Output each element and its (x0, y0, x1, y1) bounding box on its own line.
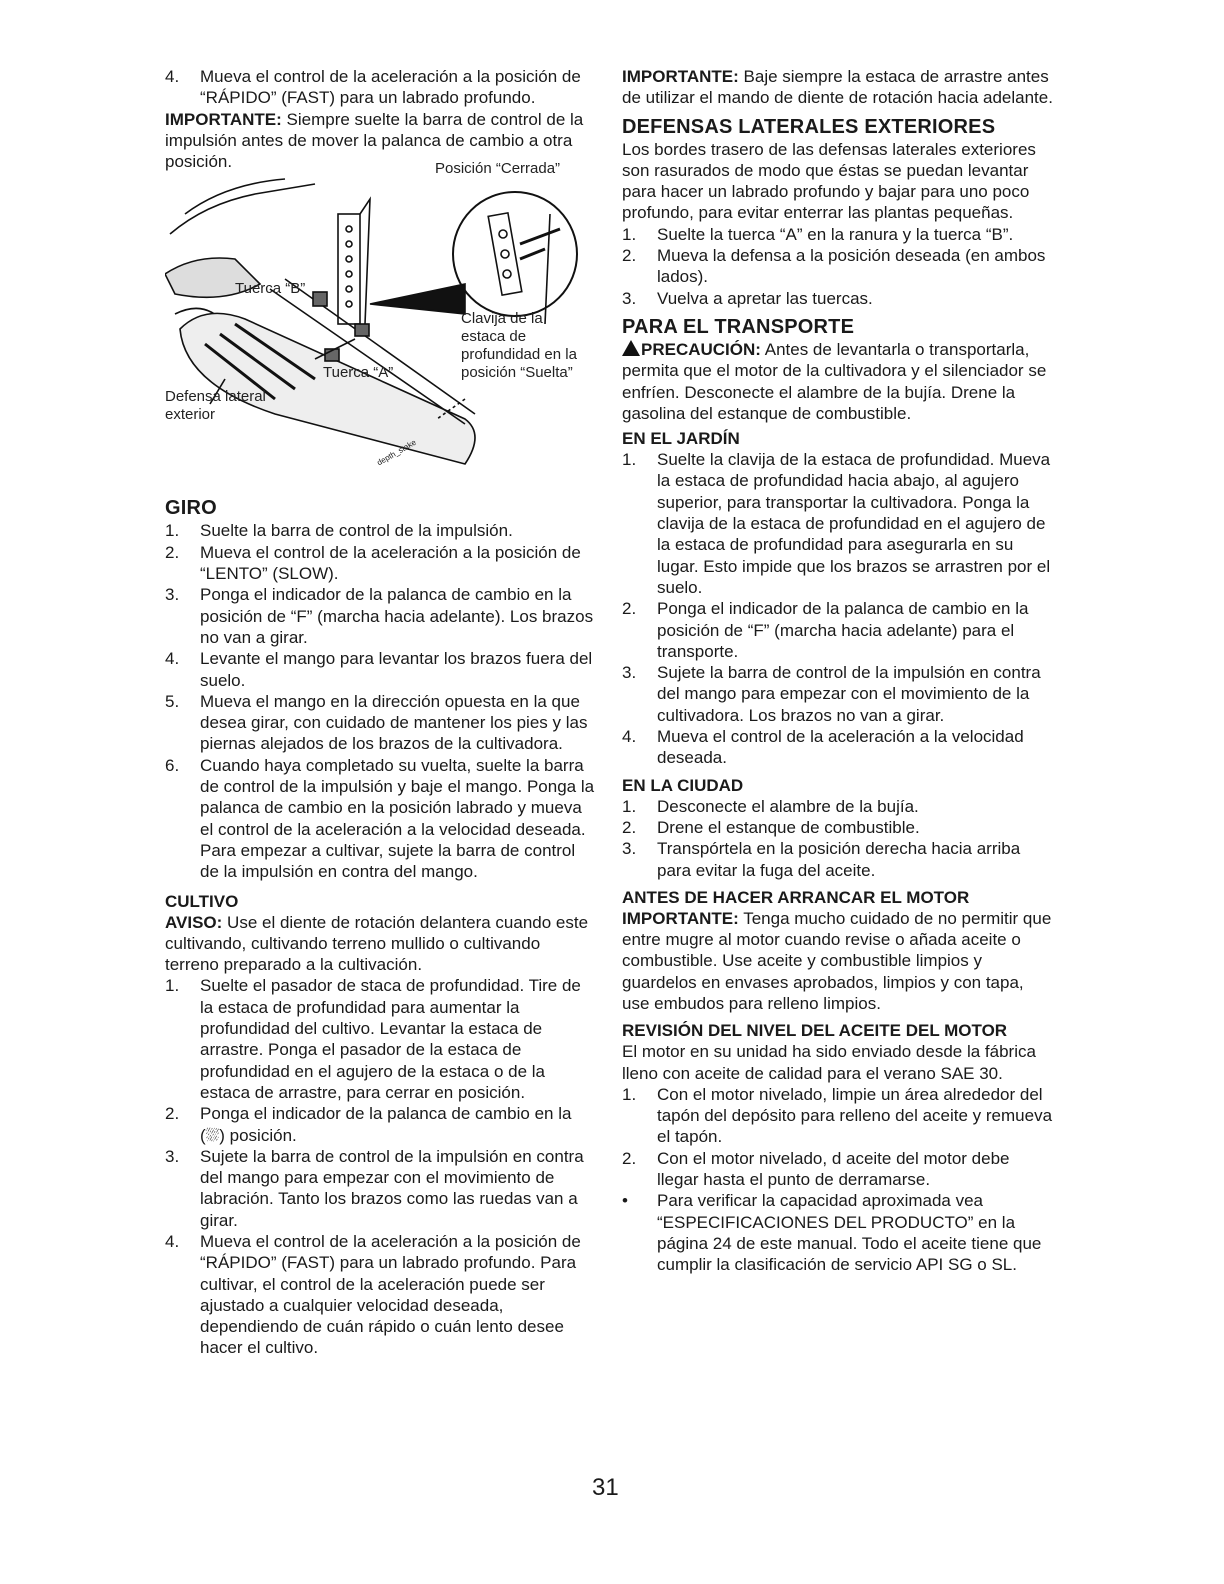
note-label: AVISO: (165, 912, 223, 932)
item-text: Suelte la tuerca “A” en la ranura y la tuerca “B”. (657, 224, 1014, 244)
list-item (622, 838, 1054, 881)
note-text: Tenga mucho cuidado de no permitir que entre mugre al motor cuando revise o añada aceite o combustible. Use aceite y combustible limpios y guardelos en envases aprobados, limpios y con tapa, use embudos para relleno limpios. (622, 908, 1052, 1013)
importante-note (622, 66, 1054, 109)
list-item (165, 542, 595, 585)
section-title-giro: GIRO (165, 497, 217, 520)
item-number: 3. (622, 288, 637, 308)
section-title-cultivo: CULTIVO (165, 891, 239, 911)
precaucion-note (622, 339, 1054, 424)
item-number: 4. (165, 1231, 180, 1251)
item-number: 2. (165, 1104, 180, 1124)
warning-icon (622, 340, 640, 356)
list-item (622, 288, 1054, 309)
note-text: Siempre suelte la barra de control de la impulsión antes de mover la palanca de cambio a otra posición. (165, 109, 584, 172)
item-text: Con el motor nivelado, d aceite del motor debe llegar hasta el punto de derramarse. (657, 1148, 1010, 1190)
item-text: Cuando haya completado su vuelta, suelte la barra de control de la impulsión y baje el mango. Ponga la palanca de cambio en la posición labrado y mueva el control de la aceleración a la velocidad deseada. Para empezar a cultivar, sujete la barra de control de la impulsión en contra del mango. (200, 755, 595, 882)
item-number: 2. (165, 542, 180, 562)
list-item (622, 1190, 1054, 1275)
item-number: 2. (622, 1148, 637, 1168)
defensas-list (622, 224, 1054, 309)
item-text: Sujete la barra de control de la impulsión en contra del mango para empezar con el movimiento de la cultivadora. Los brazos no van a girar. (657, 663, 1041, 725)
item-text: Suelte el pasador de staca de profundidad. Tire de la estaca de profundidad para aumentar la profundidad del cultivo. Levantar la estaca de arrastre. Ponga el pasador de la estaca de profundidad en el agujero de la estaca o de la estaca de arrastre, para cerrar en posición. (200, 976, 581, 1102)
list-item (622, 224, 1054, 245)
pin-label: Clavija de la estaca de profundidad en la posición “Suelta” (461, 310, 577, 382)
note-label: IMPORTANTE: (622, 67, 739, 86)
list-item (622, 1084, 1054, 1148)
item-number: 6. (165, 755, 180, 775)
item-text: Vuelva a apretar las tuercas. (657, 288, 873, 308)
revision-list (622, 1084, 1054, 1276)
list-item (622, 817, 1054, 838)
item-number: 1. (622, 224, 637, 244)
ciudad-list (622, 796, 1054, 881)
list-item (165, 975, 595, 1103)
aviso-note (165, 912, 595, 976)
list-item (622, 662, 1054, 726)
note-text: Use el diente de rotación delantera cuando este cultivando, cultivando terreno mullido o cultivando terreno preparado a la cultivación. (165, 912, 589, 975)
right-column (622, 66, 1054, 1276)
section-title-arrancar: ANTES DE HACER ARRANCAR EL MOTOR (622, 887, 970, 907)
item-text: Ponga el indicador de la palanca de cambio en la (⛆) posición. (200, 1104, 572, 1145)
note-label: IMPORTANTE: (622, 908, 739, 928)
section-title-defensas: DEFENSAS LATERALES EXTERIORES (622, 115, 996, 138)
item-text: Mueva la defensa a la posición deseada (en ambos lados). (657, 246, 1046, 287)
page-number: 31 (592, 1474, 619, 1501)
item-text: Para verificar la capacidad aproximada vea “ESPECIFICACIONES DEL PRODUCTO” en la página 24 de este manual. Todo el aceite tiene que cumplir la clasificación de servicio API SG o SL. (657, 1191, 1042, 1275)
item-number: 4. (165, 67, 180, 86)
note-text: Baje siempre la estaca de arrastre antes de utilizar el mando de diente de rotación hacia adelante. (622, 67, 1053, 108)
item-text: Ponga el indicador de la palanca de cambio en la posición de “F” (marcha hacia adelante) para el transporte. (657, 599, 1029, 661)
depth-stake-figure (165, 160, 595, 492)
list-item (165, 66, 595, 109)
revision-intro: El motor en su unidad ha sido enviado desde la fábrica lleno con aceite de calidad para el verano SAE 30. (622, 1042, 1036, 1083)
item-text: Mueva el control de la aceleración a la posición de “LENTO” (SLOW). (200, 542, 581, 584)
intro-list (165, 66, 595, 109)
item-text: Mueva el control de la aceleración a la posición de “RÁPIDO” (FAST) para un labrado profundo. (200, 67, 581, 108)
nut-a-label: Tuerca “A” (323, 364, 394, 382)
list-item (622, 245, 1054, 288)
defensas-intro: Los bordes trasero de las defensas laterales exteriores son rasurados de modo que éstas se puedan levantar para hacer un labrado profundo y bajar para uno poco profundo, para evitar enterrar las plantas pequeñas. (622, 139, 1036, 223)
list-item (622, 796, 1054, 817)
stake-label: depth_stake (375, 438, 418, 468)
side-shield-label: Defensa lateral exterior (165, 388, 266, 424)
importante-note (622, 908, 1054, 1014)
list-item (622, 598, 1054, 662)
nut-b-label: Tuerca “B” (235, 280, 306, 298)
note-label: IMPORTANTE: (165, 109, 282, 129)
cultivo-list (165, 975, 595, 1358)
item-text: Ponga el indicador de la palanca de cambio en la posición de “F” (marcha hacia adelante). Los brazos no van a girar. (200, 585, 594, 647)
list-item (165, 755, 595, 883)
giro-list (165, 520, 595, 882)
item-number: 1. (165, 976, 180, 996)
list-item (622, 449, 1054, 598)
item-text: Drene el estanque de combustible. (657, 817, 920, 837)
list-item (622, 726, 1054, 769)
item-text: Desconecte el alambre de la bujía. (657, 796, 919, 816)
item-text: Transpórtela en la posición derecha hacia arriba para evitar la fuga del aceite. (657, 839, 1021, 880)
item-text: Suelte la barra de control de la impulsión. (200, 521, 513, 541)
list-item (165, 691, 595, 755)
item-number: 5. (165, 691, 180, 711)
subsection-title-ciudad: EN LA CIUDAD (622, 775, 744, 795)
list-item (622, 1148, 1054, 1191)
item-number: 3. (622, 839, 637, 859)
list-item (165, 648, 595, 691)
item-text: Mueva el control de la aceleración a la velocidad deseada. (657, 727, 1024, 768)
item-text: Mueva el control de la aceleración a la posición de “RÁPIDO” (FAST) para un labrado profundo. Para cultivar, el control de la aceleración puede ser ajustado a cualquier velocidad deseada, dependiendo de cuán rápido o cuán lento desee hacer el cultivo. (200, 1231, 581, 1358)
item-number: 4. (622, 727, 637, 747)
list-item (165, 520, 595, 541)
item-text: Suelte la clavija de la estaca de profundidad. Mueva la estaca de profundidad hacia abajo, al agujero superior, para transportar la cultivadora. Ponga la clavija de la estaca de profundidad en el agujero de la estaca de profundidad para asegurarla en su lugar. Esto impide que los brazos se arrastren por el suelo. (657, 450, 1051, 597)
item-text: Levante el mango para levantar los brazos fuera del suelo. (200, 649, 593, 690)
closed-position-label: Posición “Cerrada” (435, 160, 561, 178)
jardin-list (622, 449, 1054, 768)
note-label: PRECAUCIÓN: (641, 339, 761, 359)
item-text: Sujete la barra de control de la impulsión en contra del mango para empezar con el movimiento de labración. Tanto los brazos como las ruedas van a girar. (200, 1146, 584, 1230)
item-number: 1. (622, 1084, 637, 1104)
list-item (165, 1231, 595, 1359)
item-number: 2. (622, 246, 637, 266)
section-title-transporte: PARA EL TRANSPORTE (622, 315, 855, 338)
list-item (165, 1103, 595, 1146)
item-number: 1. (622, 796, 637, 816)
list-item (165, 584, 595, 648)
note-text: Antes de levantarla o transportarla, permita que el motor de la cultivadora y el silenciador se enfríen. Desconecte el alambre de la bujía. Drene la gasolina del estanque de combustible. (622, 339, 1047, 423)
section-title-revision: REVISIÓN DEL NIVEL DEL ACEITE DEL MOTOR (622, 1021, 1008, 1041)
subsection-title-jardin: EN EL JARDÍN (622, 429, 740, 449)
item-number: 1. (165, 521, 180, 541)
left-column (165, 66, 595, 1359)
item-number: 3. (165, 585, 180, 605)
item-number: 1. (622, 450, 637, 470)
item-number: 2. (622, 817, 637, 837)
item-number: 3. (165, 1146, 180, 1166)
list-item (165, 1146, 595, 1231)
item-number: 3. (622, 663, 637, 683)
item-number: 2. (622, 599, 637, 619)
item-text: Con el motor nivelado, limpie un área alrededor del tapón del depósito para relleno del aceite y remueva el tapón. (657, 1084, 1053, 1147)
item-text: Mueva el mango en la dirección opuesta en la que desea girar, con cuidado de mantener los pies y las piernas alejados de los brazos de la cultivadora. (200, 691, 588, 754)
item-number: • (622, 1191, 628, 1211)
item-number: 4. (165, 649, 180, 669)
